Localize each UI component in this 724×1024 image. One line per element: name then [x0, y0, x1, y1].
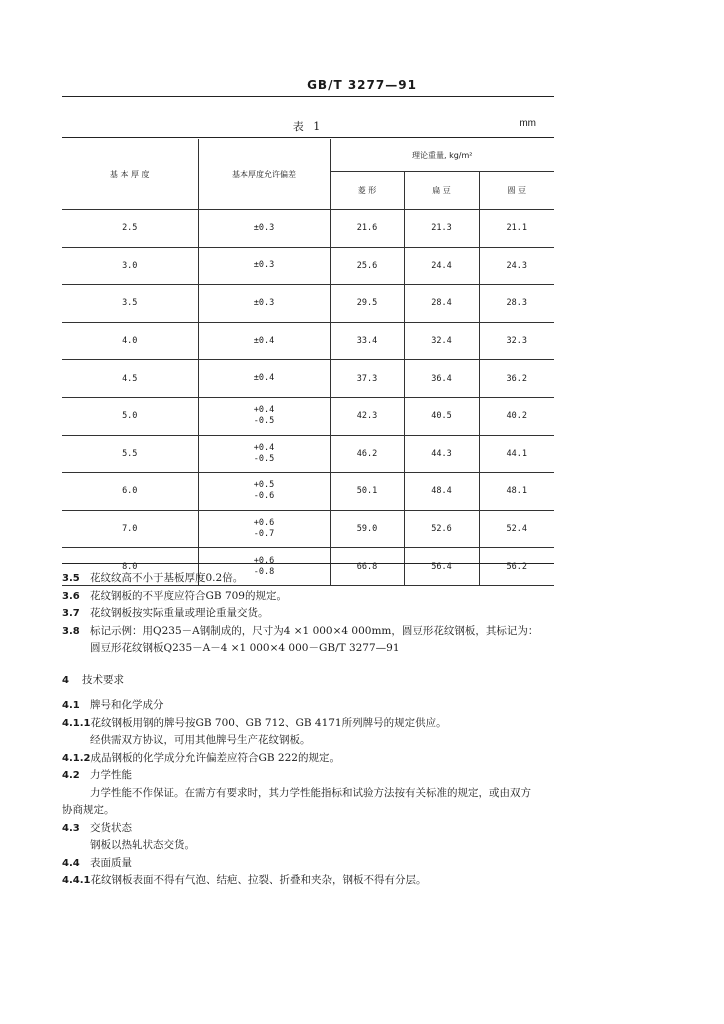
weight-diamond-cell: 66.8: [330, 548, 404, 586]
tolerance-value: ±0.3: [253, 260, 275, 271]
clause-number: 4.2: [62, 770, 80, 781]
weight-diamond-cell: 46.2: [330, 435, 404, 473]
weight-lentil-cell: 44.3: [404, 435, 479, 473]
table-row: [62, 210, 554, 248]
clause-number: 4.4.1: [62, 875, 91, 886]
weight-lentil-cell: 52.6: [404, 510, 479, 548]
clause-text: 协商规定。: [62, 804, 115, 816]
weight-round-cell: 36.2: [479, 360, 554, 398]
clause-4-2: [62, 767, 562, 785]
col-header-thickness: 基 本 厚 度: [62, 139, 198, 210]
tolerance-lower: -0.8: [253, 566, 275, 577]
weight-round-cell: 44.1: [479, 435, 554, 473]
clause-number: 4.3: [62, 822, 80, 834]
tolerance-cell: [198, 285, 330, 323]
thickness-cell: 4.0: [62, 322, 198, 360]
clause-block: [62, 570, 562, 658]
tolerance-cell: [198, 510, 330, 548]
tolerance-cell: [198, 397, 330, 435]
tolerance-cell: [198, 210, 330, 248]
clause-4-4-1: [62, 872, 562, 890]
table-row: [62, 360, 554, 398]
weight-lentil-cell: 21.3: [404, 210, 479, 248]
clause-text: 圆豆形花纹钢板Q235－A－4 ×1 000×4 000－GB/T 3277—91: [90, 642, 400, 654]
table-top-rule: [62, 137, 554, 138]
tolerance-value: ±0.4: [253, 335, 275, 346]
clause-text: 经供需双方协议，可用其他牌号生产花纹钢板。: [90, 734, 311, 746]
weight-diamond-cell: 33.4: [330, 322, 404, 360]
table-bottom-rule: [62, 563, 554, 564]
weight-round-cell: 48.1: [479, 473, 554, 511]
weight-round-cell: 32.3: [479, 322, 554, 360]
thickness-cell: 6.0: [62, 473, 198, 511]
clause-text: 标记示例：用Q235－A钢制成的，尺寸为4 ×1 000×4 000mm，圆豆形花纹钢板，其标记为：: [90, 624, 539, 637]
weight-lentil-cell: 28.4: [404, 285, 479, 323]
weight-round-cell: 40.2: [479, 397, 554, 435]
weight-round-cell: 56.2: [479, 548, 554, 586]
clause-3-8: [62, 623, 562, 641]
thickness-weight-table: [62, 139, 554, 586]
weight-lentil-cell: 56.4: [404, 548, 479, 586]
clause-text: 交货状态: [90, 821, 132, 834]
tolerance-upper: +0.6: [253, 555, 275, 566]
table-unit: mm: [519, 118, 536, 129]
section-4-heading: [62, 672, 562, 690]
clause-number: 3.7: [62, 608, 80, 619]
thickness-cell: 3.0: [62, 247, 198, 285]
table-row: [62, 397, 554, 435]
tolerance-cell: [198, 473, 330, 511]
clause-4-2-body-cont: [62, 802, 562, 820]
clause-text: 钢板以热轧状态交货。: [90, 839, 195, 851]
table-row: [62, 322, 554, 360]
clause-4-2-body: [62, 785, 562, 803]
col-header-round-bean: 圆 豆: [479, 172, 554, 210]
clause-text: 力学性能不作保证。在需方有要求时，其力学性能指标和试验方法按有关标准的规定，或由双方: [90, 786, 531, 799]
clause-text: 表面质量: [90, 856, 132, 869]
table-row: [62, 285, 554, 323]
clause-4-1-1: [62, 715, 562, 733]
tolerance-lower: -0.6: [253, 491, 275, 502]
tolerance-lower: -0.7: [253, 529, 275, 540]
clause-4-1-2: [62, 750, 562, 768]
tolerance-upper: +0.4: [253, 405, 275, 416]
weight-round-cell: 21.1: [479, 210, 554, 248]
tolerance-value: ±0.3: [253, 297, 275, 308]
clause-number: 4.1: [62, 700, 80, 711]
clause-text: 力学性能: [90, 769, 132, 781]
weight-round-cell: 52.4: [479, 510, 554, 548]
weight-lentil-cell: 48.4: [404, 473, 479, 511]
thickness-cell: 5.5: [62, 435, 198, 473]
thickness-cell: 7.0: [62, 510, 198, 548]
tolerance-upper: +0.6: [253, 518, 275, 529]
table-title: 表 1: [292, 120, 324, 133]
clause-text: 花纹钢板按实际重量或理论重量交货。: [90, 607, 269, 619]
header-rule: [62, 96, 554, 97]
col-header-diamond: 菱 形: [330, 172, 404, 210]
section-title: 技术要求: [82, 674, 124, 686]
thickness-cell: 2.5: [62, 210, 198, 248]
clause-number: 4.1.1: [62, 717, 91, 729]
clause-text: 花纹纹高不小于基板厚度0.2倍。: [90, 572, 244, 584]
weight-diamond-cell: 21.6: [330, 210, 404, 248]
tolerance-cell: [198, 435, 330, 473]
clause-number: 3.6: [62, 590, 80, 602]
clause-3-6: [62, 588, 562, 606]
col-header-lentil: 扁 豆: [404, 172, 479, 210]
tolerance-cell: [198, 322, 330, 360]
clause-text: 花纹钢板表面不得有气泡、结疤、拉裂、折叠和夹杂，钢板不得有分层。: [90, 874, 427, 886]
tolerance-upper: +0.5: [253, 480, 275, 491]
section-4-block: [62, 672, 562, 690]
col-header-weight-group: 理论重量, kg/m²: [330, 139, 554, 172]
clause-3-7: [62, 605, 562, 623]
thickness-cell: 8.0: [62, 548, 198, 586]
weight-diamond-cell: 59.0: [330, 510, 404, 548]
tolerance-upper: +0.4: [253, 442, 275, 453]
clause-number: 4.1.2: [62, 752, 91, 764]
clause-4-1: [62, 697, 562, 715]
tolerance-value: ±0.4: [253, 373, 275, 384]
clause-number: 4.4: [62, 857, 80, 869]
tolerance-value: ±0.3: [253, 222, 275, 233]
clause-3-8-example: [62, 640, 562, 658]
thickness-cell: 3.5: [62, 285, 198, 323]
table-row: [62, 473, 554, 511]
table-row: [62, 510, 554, 548]
weight-lentil-cell: 24.4: [404, 247, 479, 285]
tolerance-cell: [198, 247, 330, 285]
weight-diamond-cell: 50.1: [330, 473, 404, 511]
weight-diamond-cell: 25.6: [330, 247, 404, 285]
clause-text: 牌号和化学成分: [90, 699, 164, 711]
weight-round-cell: 28.3: [479, 285, 554, 323]
weight-lentil-cell: 32.4: [404, 322, 479, 360]
col-header-tolerance: 基本厚度允许偏差: [198, 139, 330, 210]
standard-code-header: GB/T 3277—91: [307, 78, 417, 92]
clause-text: 成品钢板的化学成分允许偏差应符合GB 222的规定。: [90, 751, 340, 764]
table-row: [62, 247, 554, 285]
clause-4-3-body: [62, 837, 562, 855]
tolerance-lower: -0.5: [253, 453, 275, 464]
clause-4-4: [62, 855, 562, 873]
thickness-cell: 4.5: [62, 360, 198, 398]
clause-4-1-1-cont: [62, 732, 562, 750]
weight-lentil-cell: 40.5: [404, 397, 479, 435]
clause-number: 3.5: [62, 573, 80, 584]
clause-4-3: [62, 820, 562, 838]
clause-3-5: [62, 570, 562, 588]
clause-text: 花纹钢板用钢的牌号按GB 700、GB 712、GB 4171所列牌号的规定供应。: [90, 716, 447, 729]
table-row: [62, 435, 554, 473]
weight-diamond-cell: 42.3: [330, 397, 404, 435]
weight-round-cell: 24.3: [479, 247, 554, 285]
section-4-clauses: [62, 697, 562, 890]
clause-text: 花纹钢板的不平度应符合GB 709的规定。: [90, 589, 287, 602]
tolerance-lower: -0.5: [253, 416, 275, 427]
thickness-cell: 5.0: [62, 397, 198, 435]
clause-number: 3.8: [62, 625, 80, 637]
section-number: 4: [62, 675, 69, 686]
weight-lentil-cell: 36.4: [404, 360, 479, 398]
tolerance-cell: [198, 360, 330, 398]
weight-diamond-cell: 29.5: [330, 285, 404, 323]
weight-diamond-cell: 37.3: [330, 360, 404, 398]
